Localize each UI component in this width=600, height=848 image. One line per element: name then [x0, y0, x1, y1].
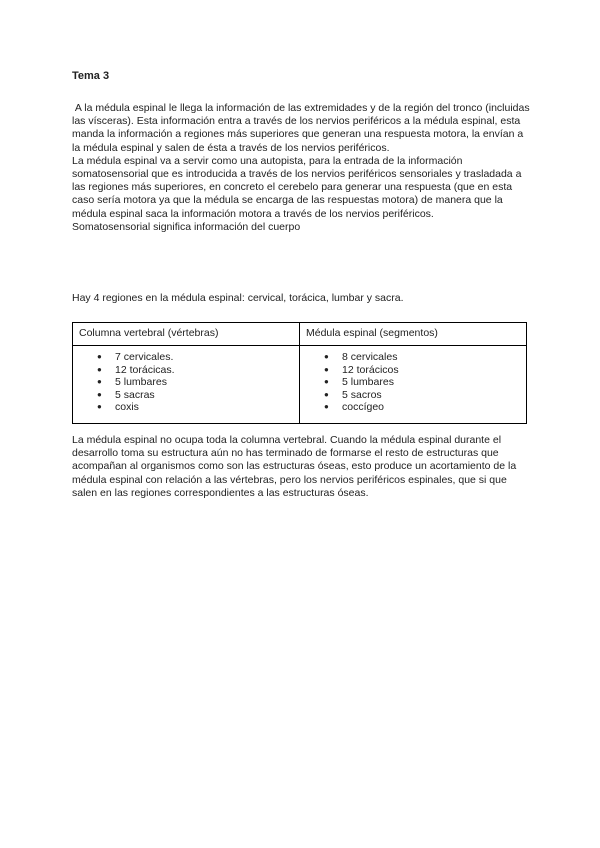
vertebras-list [79, 351, 293, 414]
regions-table [72, 322, 527, 424]
table-row [73, 346, 527, 424]
table-header-row [73, 323, 527, 346]
list-item: ● 7 cervicales. [97, 351, 293, 364]
list-item: ● coxis [97, 401, 293, 414]
paragraph-3: Somatosensorial significa información del cuerpo [72, 220, 301, 233]
list-item: ● 8 cervicales [324, 351, 520, 364]
list-item: ● coccígeo [324, 401, 520, 414]
paragraph-4: Hay 4 regiones en la médula espinal: cervical, torácica, lumbar y sacra. [72, 292, 404, 304]
segments-list [306, 351, 520, 414]
table-cell-segments [300, 346, 527, 424]
list-item: ● 5 lumbares [324, 376, 520, 389]
list-item: ● 5 sacros [324, 389, 520, 402]
table-header-segments: Médula espinal (segmentos) [300, 323, 527, 346]
paragraph-2: La médula espinal va a servir como una autopista, para la entrada de la información somatosensorial que es introducida a través de los nervios periféricos sensoriales y trasladada a las regiones más superiores, en concreto el cerebelo para generar una respuesta (que en esta caso sería motora ya que la médula se encarga de las respuestas motora) de manera que la médula espinal saca la información motora a través de los nervios periféricos. [72, 154, 522, 220]
intro-paragraphs [72, 102, 532, 234]
list-item: ● 5 sacras [97, 389, 293, 402]
list-item: ● 12 torácicos [324, 364, 520, 377]
paragraph-5: La médula espinal no ocupa toda la columna vertebral. Cuando la médula espinal durante el desarrollo toma su estructura aún no has terminado de formarse el resto de estructuras que acompañan al organismos como son las estructuras óseas, esto produce un acortamiento de la médula espinal con relación a las vértebras, pero los nervios periféricos espinales, que si que salen en las regiones correspondientes a las estructuras óseas. [72, 434, 517, 499]
document-title: Tema 3 [72, 70, 110, 82]
list-item: ● 5 lumbares [97, 376, 293, 389]
table-cell-vertebras [73, 346, 300, 424]
paragraph-1: A la médula espinal le llega la información de las extremidades y de la región del tronco (incluidas las vísceras). Esta información entra a través de los nervios periféricos a la médula espinal, esta manda la información a regiones más superiores que generan una respuesta motora, la envían a la médula espinal y salen de ésta a través de los nervios periféricos. [72, 102, 533, 154]
list-item: ● 12 torácicas. [97, 364, 293, 377]
table-header-vertebras: Columna vertebral (vértebras) [73, 323, 300, 346]
